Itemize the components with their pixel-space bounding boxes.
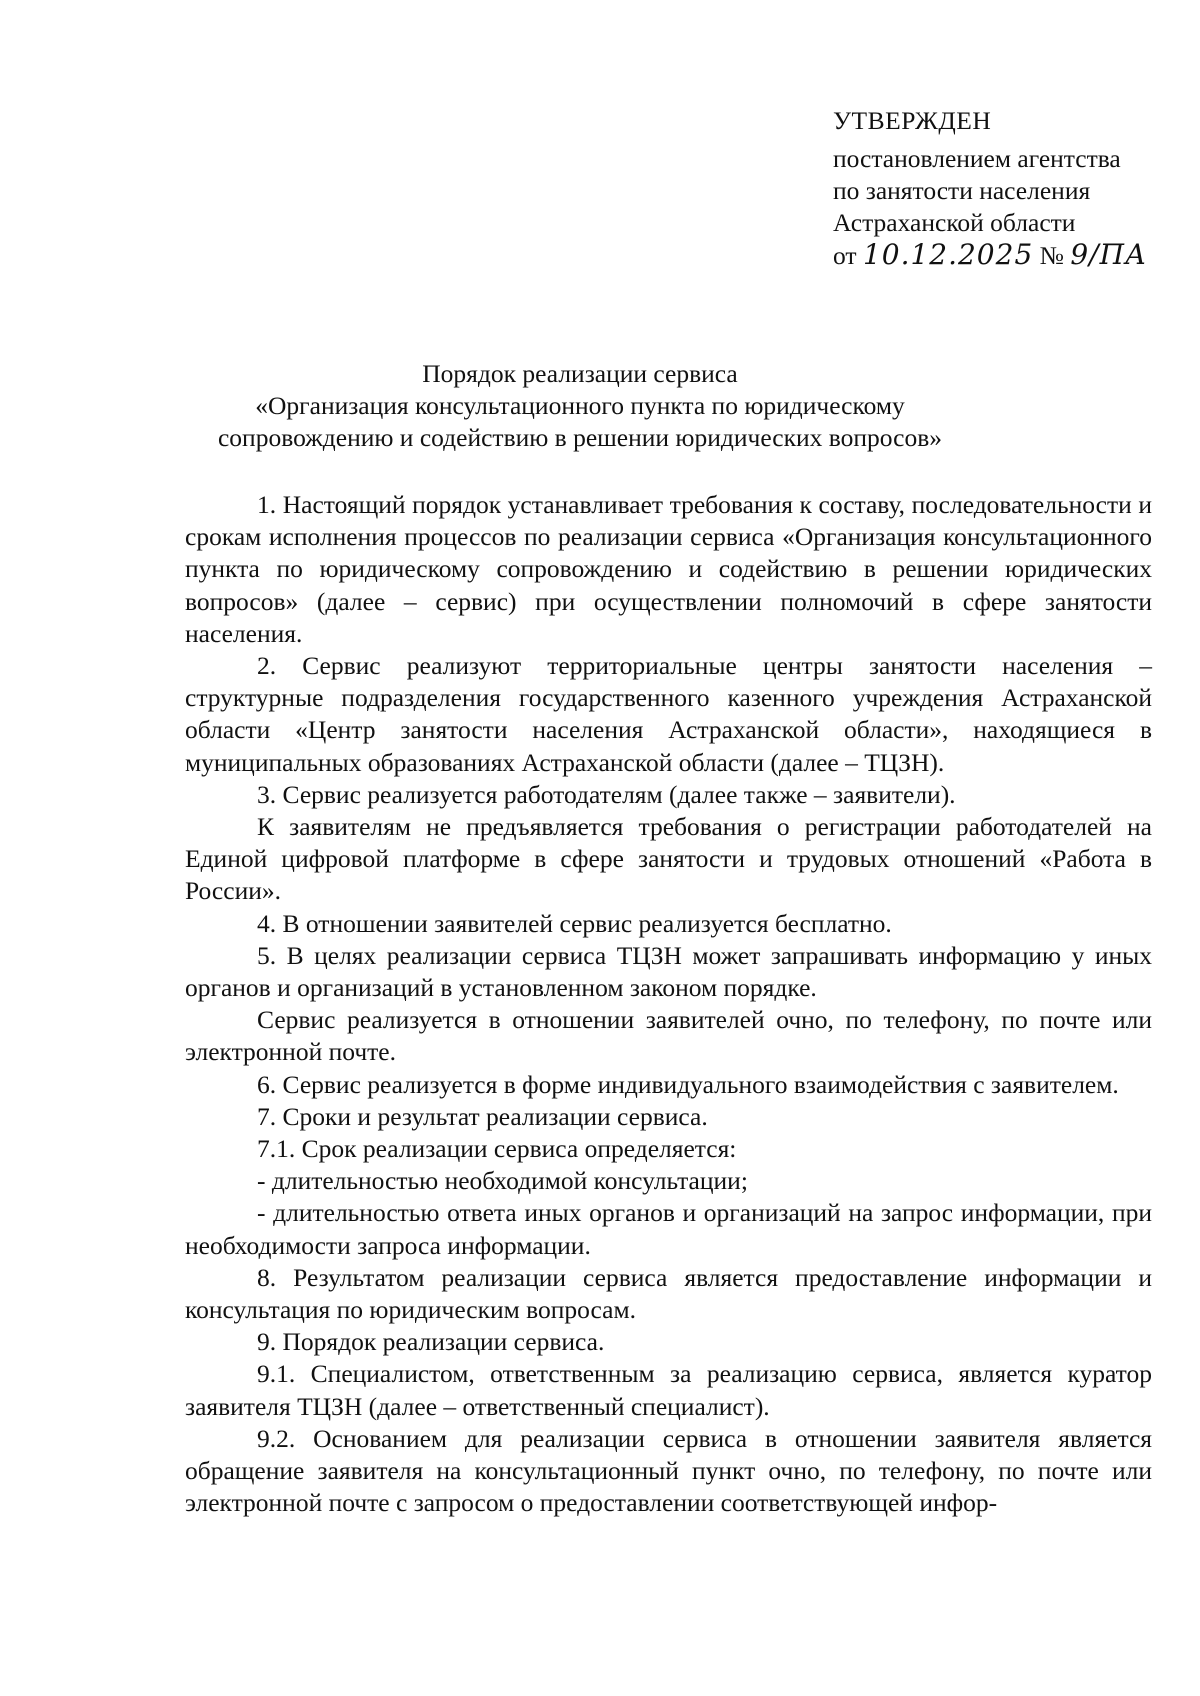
title-line: сопровождению и содействию в решении юридических вопросов» (217, 423, 943, 452)
paragraph: К заявителям не предъявляется требования о регистрации работодателей на Единой цифровой платформе в сфере занятости и трудовых отношений «Работа в России». (185, 812, 1152, 906)
approval-heading: УТВЕРЖДЕН (833, 106, 992, 135)
paragraph: 4. В отношении заявителей сервис реализуется бесплатно. (257, 908, 892, 938)
paragraph: Сервис реализуется в отношении заявителей очно, по телефону, по почте или электронной почте. (185, 1005, 1152, 1067)
paragraph: 9.1. Специалистом, ответственным за реализацию сервиса, является куратор заявителя ТЦЗН (далее – ответственный специалист). (185, 1359, 1152, 1421)
date-prefix: от (833, 241, 857, 270)
paragraph: 5. В целях реализации сервиса ТЦЗН может запрашивать информацию у иных органов и организаций в установленном законом порядке. (185, 940, 1152, 1003)
approval-block (833, 105, 1163, 272)
handwritten-number: 9/ПА (1070, 238, 1148, 271)
paragraph: 7.1. Срок реализации сервиса определяется: (257, 1134, 737, 1164)
paragraph: - длительностью ответа иных органов и организаций на запрос информации, при необходимости запроса информации. (185, 1198, 1152, 1260)
title-line: «Организация консультационного пункта по юридическому (255, 391, 905, 420)
handwritten-date: 10.12.2025 (862, 238, 1034, 271)
approval-line: постановлением агентства (833, 144, 1121, 173)
paragraph: 9.2. Основанием для реализации сервиса в отношении заявителя является обращение заявителя на консультационный пункт очно, по телефону, по почте или электронной почте с запросом о предоставлении соответствующей инфор- (185, 1423, 1152, 1518)
paragraph: 7. Сроки и результат реализации сервиса. (257, 1101, 708, 1131)
approval-line: по занятости населения (833, 176, 1091, 205)
document-title (150, 358, 1010, 454)
number-sign: № (1039, 241, 1064, 270)
paragraph: 3. Сервис реализуется работодателям (далее также – заявители). (257, 779, 956, 809)
title-line: Порядок реализации сервиса (422, 359, 738, 388)
paragraph: - длительностью необходимой консультации; (257, 1166, 748, 1196)
approval-line: Астраханской области (833, 208, 1076, 237)
paragraph: 9. Порядок реализации сервиса. (257, 1327, 605, 1357)
approval-date-line (833, 239, 1163, 272)
paragraph: 6. Сервис реализуется в форме индивидуального взаимодействия с заявителем. (257, 1069, 1119, 1099)
paragraph: 1. Настоящий порядок устанавливает требования к составу, последовательности и срокам исполнения процессов по реализации сервиса «Организация консультационного пункта по юридическому сопровождению и содействию в решении юридических вопросов» (далее – сервис) при осуществлении полномочий в сфере занятости населения. (185, 490, 1152, 648)
paragraph: 2. Сервис реализуют территориальные центры занятости населения – структурные подразделения государственного казенного учреждения Астраханской области «Центр занятости населения Астраханской области», находящиеся в муниципальных образованиях Астраханской области (далее – ТЦЗН). (185, 651, 1152, 777)
document-body (185, 489, 1152, 1520)
paragraph: 8. Результатом реализации сервиса является предоставление информации и консультация по юридическим вопросам. (185, 1262, 1152, 1325)
